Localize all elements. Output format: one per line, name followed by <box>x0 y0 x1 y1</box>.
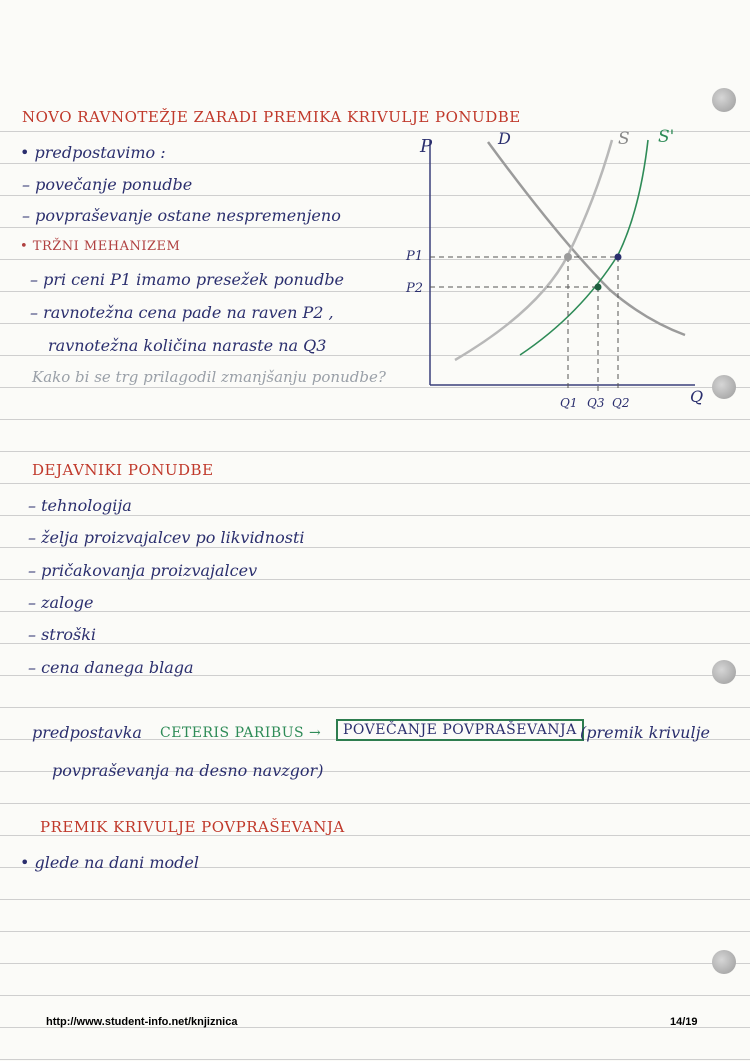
curve-s2-label: S' <box>658 127 675 147</box>
ceteris-term: CETERIS PARIBUS → <box>160 725 322 741</box>
axis-p-label: P <box>420 136 433 157</box>
curve-d-label: D <box>498 129 511 148</box>
p1-label: P1 <box>406 249 424 264</box>
surplus-point <box>615 254 622 261</box>
demand-curve <box>488 142 685 335</box>
note-heading: • TRŽNI MEHANIZEM <box>20 239 181 254</box>
punch-hole <box>712 660 736 684</box>
punch-hole <box>712 950 736 974</box>
footer-url: http://www.student-info.net/knjiznica <box>46 1016 238 1028</box>
q1-label: Q1 <box>560 396 578 410</box>
list-item: – stroški <box>28 625 97 644</box>
note-line: ravnotežna količina naraste na Q3 <box>48 336 327 355</box>
note-line: • predpostavimo : <box>20 143 166 162</box>
ceteris-line2: povpraševanja na desno navzgor) <box>52 761 324 780</box>
axis-q-label: Q <box>690 387 704 406</box>
list-item: – cena danega blaga <box>28 658 194 677</box>
ceteris-suffix: (premik krivulje <box>580 723 711 742</box>
boxed-term: POVEČANJE POVPRAŠEVANJA <box>336 719 584 741</box>
ceteris-prefix: predpostavka <box>32 723 142 742</box>
supply-curve-shifted <box>520 140 648 355</box>
q2-label: Q2 <box>612 396 630 410</box>
list-item: – pričakovanja proizvajalcev <box>28 561 258 580</box>
curve-s-label: S <box>618 129 630 149</box>
equilibrium-point-new <box>595 284 602 291</box>
question-line: Kako bi se trg prilagodil zmanjšanju ponudbe? <box>32 368 386 386</box>
note-line: – ravnotežna cena pade na raven P2 , <box>30 303 334 322</box>
note-line: – pri ceni P1 imamo presežek ponudbe <box>30 270 345 289</box>
list-item: – želja proizvajalcev po likvidnosti <box>28 528 305 547</box>
note-line: – povečanje ponudbe <box>22 175 193 194</box>
supply-curve <box>455 140 612 360</box>
equilibrium-point-old <box>564 253 572 261</box>
page-number: 14/19 <box>670 1016 698 1028</box>
list-item: – tehnologija <box>28 496 132 515</box>
list-item: – zaloge <box>28 593 94 612</box>
q3-label: Q3 <box>587 396 605 410</box>
note-line: – povpraševanje ostane nespremenjeno <box>22 206 341 225</box>
p2-label: P2 <box>406 281 424 296</box>
section-title: PREMIK KRIVULJE POVPRAŠEVANJA <box>40 818 345 836</box>
note-line: • glede na dani model <box>20 853 199 872</box>
supply-demand-graph <box>400 120 720 420</box>
section-title: NOVO RAVNOTEŽJE ZARADI PREMIKA KRIVULJE PONUDBE <box>22 108 521 126</box>
section-title: DEJAVNIKI PONUDBE <box>32 461 214 479</box>
punch-hole <box>712 88 736 112</box>
